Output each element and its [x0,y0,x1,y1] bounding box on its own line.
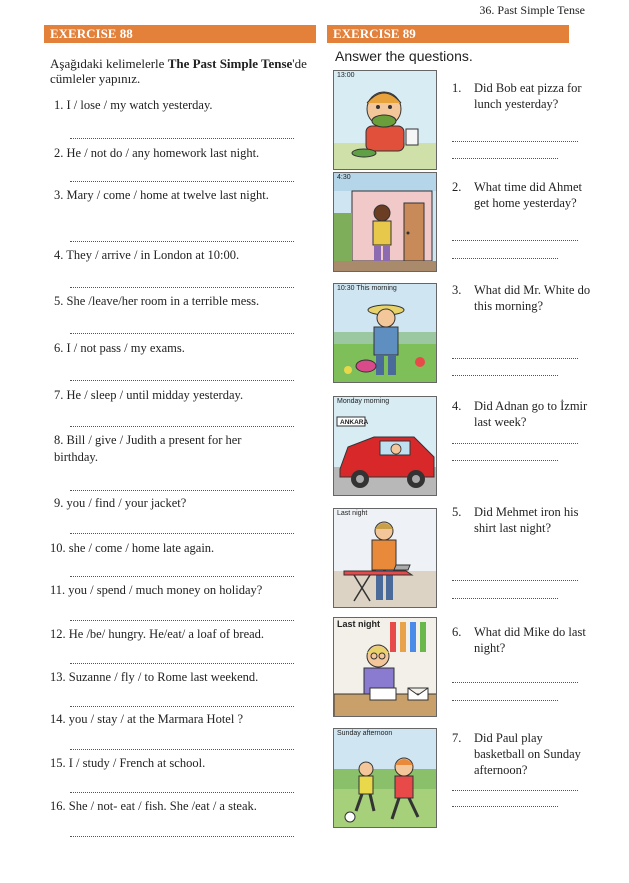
answer-line-1[interactable] [70,138,294,139]
exercise-88-item-2: 2. He / not do / any homework last night. [54,146,260,160]
exercise-88-item-15: 15. I / study / French at school. [50,756,206,770]
picture-time-label: 4:30 [337,174,351,181]
answer-line-q2b[interactable] [452,258,558,259]
question-6 [452,624,592,656]
exercise-88-item-11: 11. you / spend / much money on holiday? [50,583,263,597]
exercise-89-instruction: Answer the questions. [335,48,473,64]
question-2 [452,179,592,211]
question-number: 6. [452,625,462,639]
answer-line-q5b[interactable] [452,598,558,599]
picture-adnan-car [333,396,437,496]
question-number: 2. [452,180,462,194]
question-text: What did Mike do last night? [474,625,586,655]
answer-line-11[interactable] [70,620,294,621]
picture-time-label: Last night [337,619,380,629]
answer-line-q7b[interactable] [452,806,558,807]
answer-line-13[interactable] [70,706,294,707]
question-number: 7. [452,731,462,745]
picture-time-label: 13:00 [337,72,355,79]
picture-mr-white [333,283,437,383]
answer-line-q1a[interactable] [452,141,578,142]
answer-line-q4a[interactable] [452,443,578,444]
answer-line-q2a[interactable] [452,240,578,241]
picture-bob-eating [333,70,437,170]
instruction-text-b: The Past Simple Tense [167,56,293,71]
answer-line-7[interactable] [70,426,294,427]
question-4 [452,398,592,430]
picture-ahmet-home [333,172,437,272]
answer-line-5[interactable] [70,333,294,334]
answer-line-q4b[interactable] [452,460,558,461]
answer-line-16[interactable] [70,836,294,837]
instruction-text-a: Aşağıdaki kelimelerle [50,56,168,71]
answer-line-2[interactable] [70,181,294,182]
ankara-sign-text: ANKARA [340,419,369,426]
answer-line-14[interactable] [70,749,294,750]
instruction-text-c: 'de cümleler yapınız. [50,56,307,86]
exercise-88-item-4: 4. They / arrive / in London at 10:00. [54,248,240,262]
page-header: 36. Past Simple Tense [479,3,585,17]
question-3 [452,282,592,314]
exercise-88-item-3: 3. Mary / come / home at twelve last night. [54,188,269,202]
question-text: What did Mr. White do this morning? [474,283,591,313]
exercise-88-title: EXERCISE 88 [44,25,316,43]
answer-line-q3a[interactable] [452,358,578,359]
answer-line-9[interactable] [70,533,294,534]
question-text: Did Bob eat pizza for lunch yesterday? [474,81,582,111]
question-number: 4. [452,399,462,413]
answer-line-q6b[interactable] [452,700,558,701]
exercise-88-item-16: 16. She / not- eat / fish. She /eat / a steak. [50,799,257,813]
question-7 [452,730,592,778]
question-text: Did Paul play basketball on Sunday afternoon? [474,731,581,777]
question-number: 3. [452,283,462,297]
answer-line-q6a[interactable] [452,682,578,683]
exercise-88-item-12: 12. He /be/ hungry. He/eat/ a loaf of bread. [50,627,265,641]
answer-line-10[interactable] [70,576,294,577]
exercise-88-instruction [50,56,310,86]
exercise-88-item-10: 10. she / come / home late again. [50,541,215,555]
answer-line-3[interactable] [70,241,294,242]
question-5 [452,504,592,536]
exercise-88-item-6: 6. I / not pass / my exams. [54,341,185,355]
answer-line-8[interactable] [70,490,294,491]
exercise-88-item-7: 7. He / sleep / until midday yesterday. [54,388,244,402]
question-text: Did Adnan go to İzmir last week? [474,399,588,429]
answer-line-q7a[interactable] [452,790,578,791]
exercise-88-item-5: 5. She /leave/her room in a terrible mess. [54,294,260,308]
picture-time-label: Sunday afternoon [337,730,393,737]
answer-line-q5a[interactable] [452,580,578,581]
answer-line-6[interactable] [70,380,294,381]
answer-line-4[interactable] [70,287,294,288]
picture-time-label: Monday morning [337,398,390,405]
exercise-88-item-14: 14. you / stay / at the Marmara Hotel ? [50,712,243,726]
exercise-88-item-8: 8. Bill / give / Judith a present for her birthday. [54,433,242,464]
answer-line-q1b[interactable] [452,158,558,159]
question-number: 5. [452,505,462,519]
exercise-89-title: EXERCISE 89 [327,25,569,43]
answer-line-q3b[interactable] [452,375,558,376]
exercise-88-item-9: 9. you / find / your jacket? [54,496,187,510]
answer-line-15[interactable] [70,792,294,793]
exercise-88-item-13: 13. Suzanne / fly / to Rome last weekend. [50,670,259,684]
answer-line-12[interactable] [70,663,294,664]
picture-paul-playing [333,728,437,828]
picture-time-label: 10:30 This morning [337,285,397,292]
question-text: What time did Ahmet get home yesterday? [474,180,582,210]
question-text: Did Mehmet iron his shirt last night? [474,505,579,535]
question-1 [452,80,592,112]
picture-time-label: Last night [337,510,368,517]
exercise-88-item-1: 1. I / lose / my watch yesterday. [54,98,213,112]
question-number: 1. [452,81,462,95]
picture-mehmet-ironing [333,508,437,608]
picture-mike-writing [333,617,437,717]
